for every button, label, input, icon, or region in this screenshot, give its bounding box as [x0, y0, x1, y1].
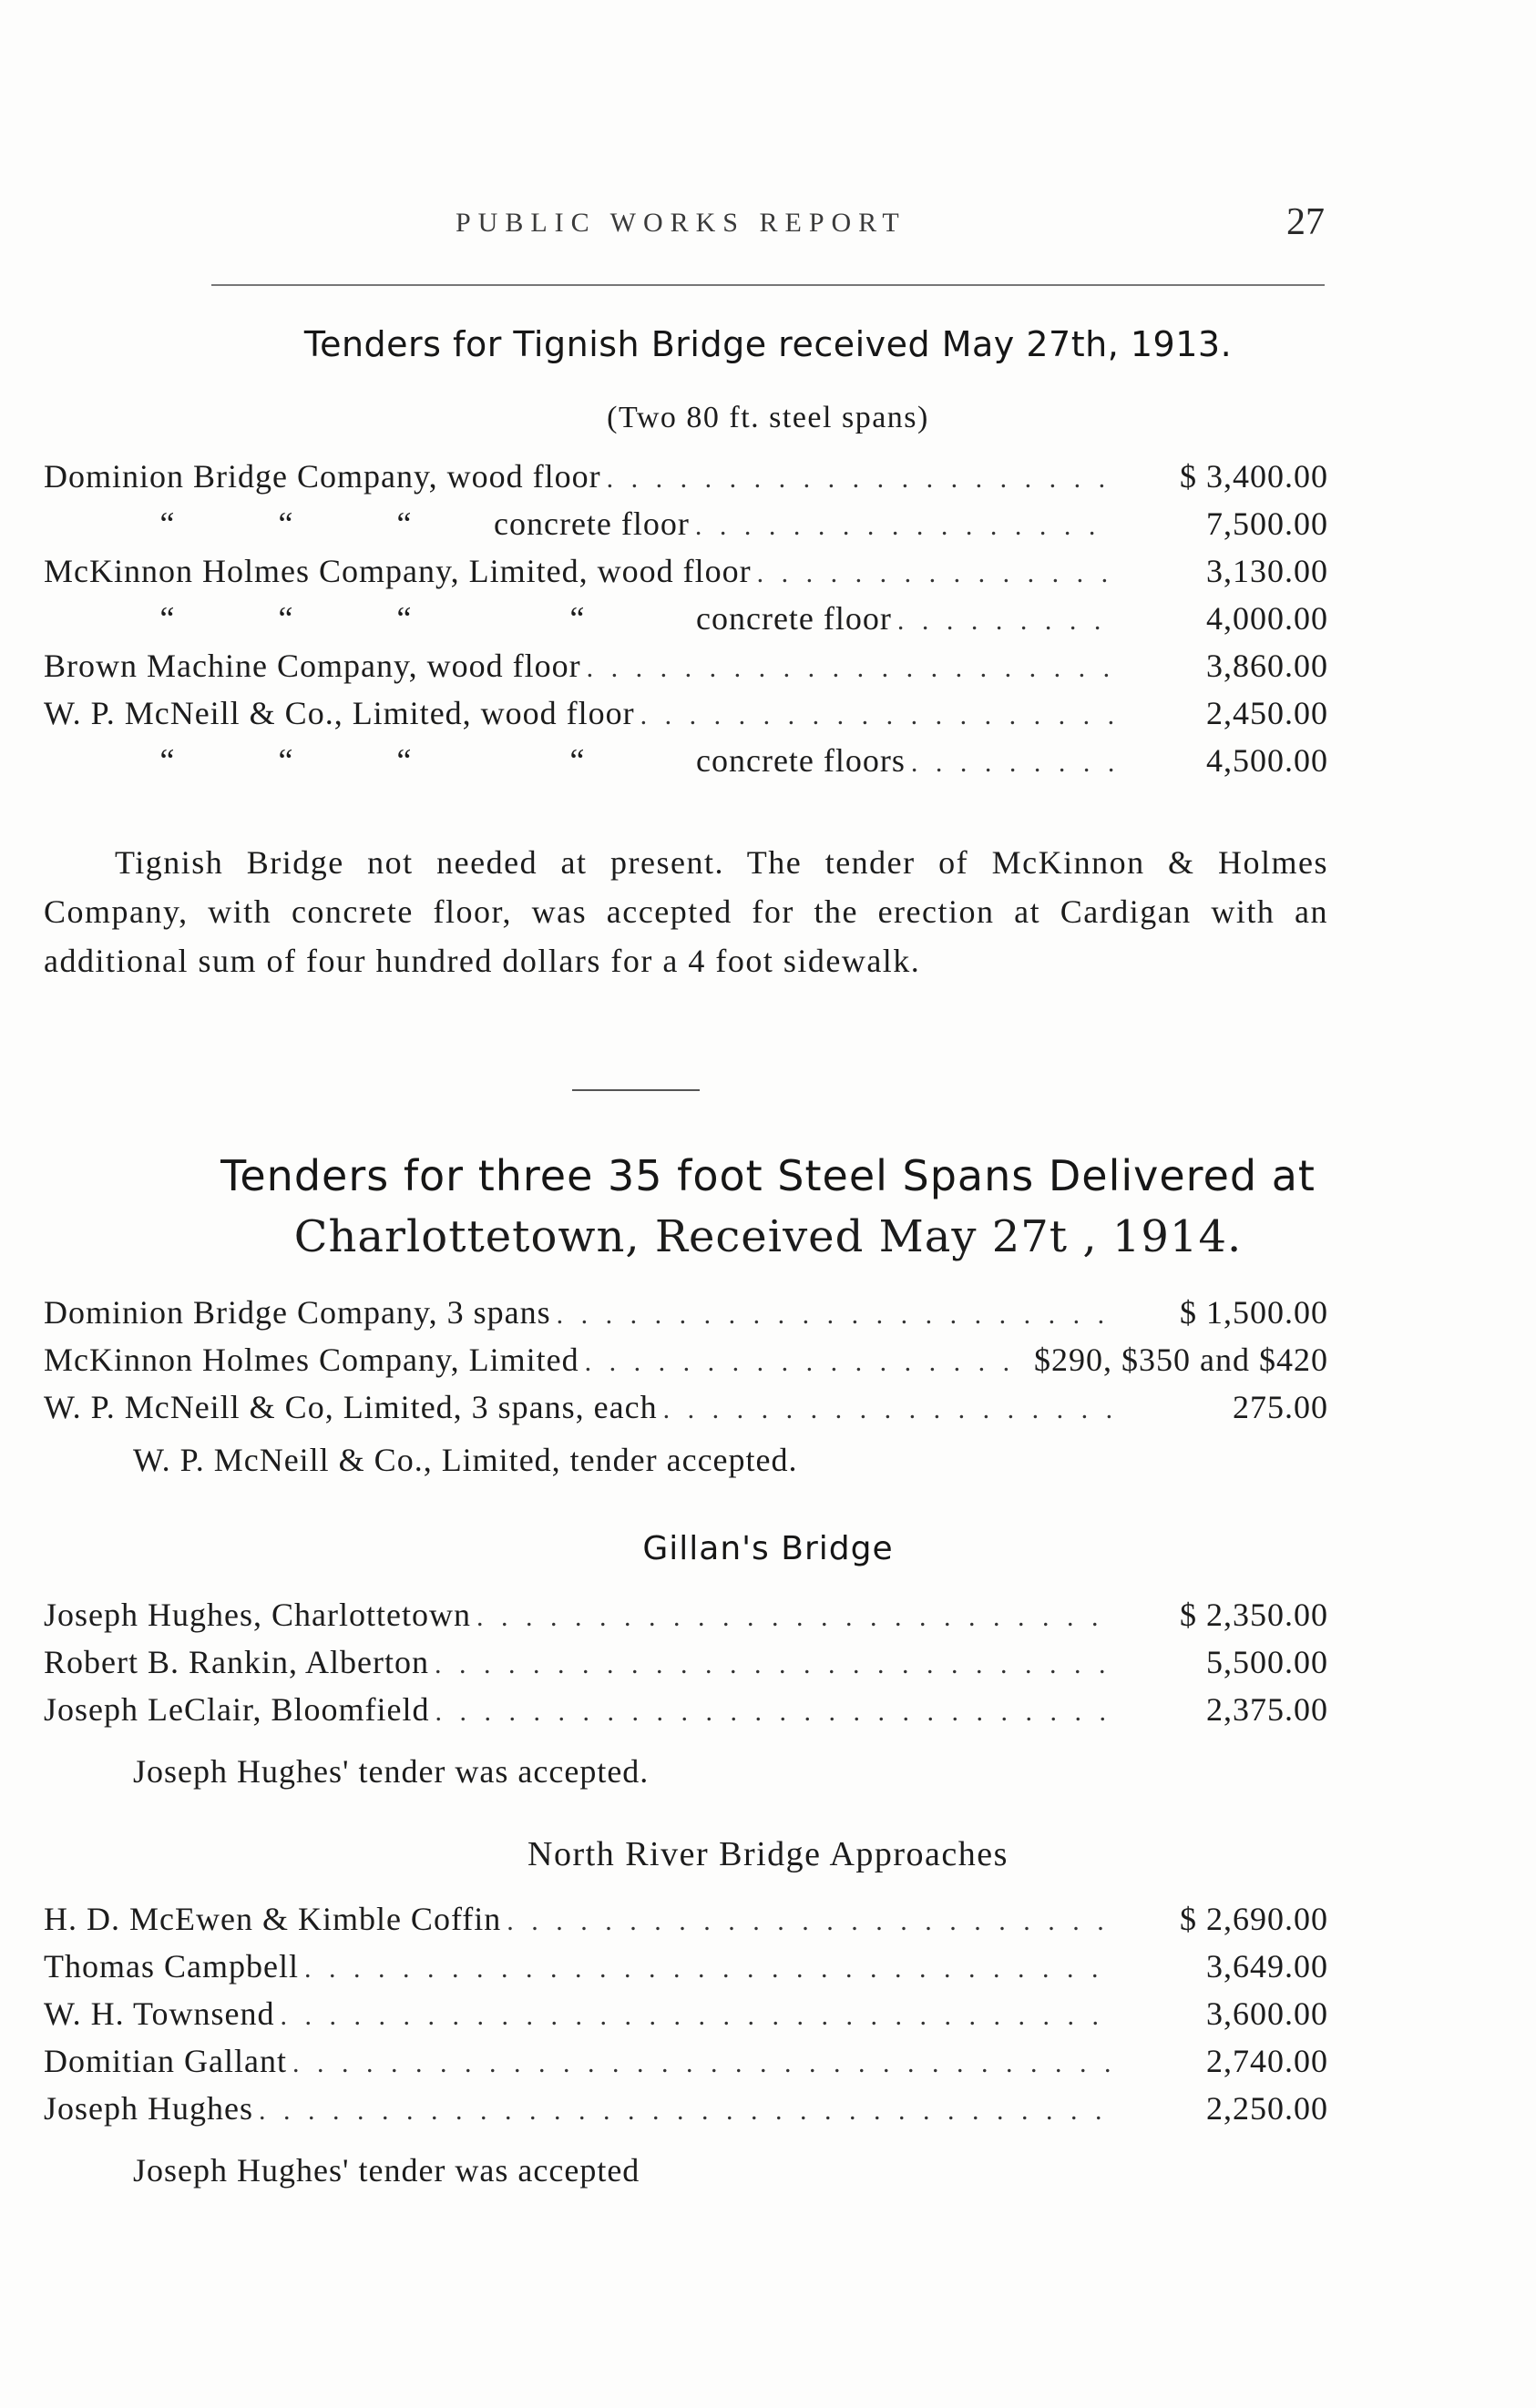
leader-dots: [587, 653, 1113, 684]
leader-dots: [507, 1906, 1113, 1937]
leader-dots: [304, 1954, 1113, 1985]
tender-name-ditto: [44, 599, 892, 638]
tender-name: Dominion Bridge Company, wood floor: [44, 458, 601, 495]
leader-dots: [897, 606, 1113, 637]
steel-spans-tender-list: [44, 1293, 1328, 1435]
tender-name: Joseph Hughes: [44, 2090, 253, 2127]
tender-row: [44, 1643, 1328, 1690]
leader-dots: [435, 1697, 1114, 1728]
tender-name: W. H. Townsend: [44, 1995, 275, 2032]
paragraph-text: Tignish Bridge not needed at present. The tender of McKinnon & Holmes Company, with concrete floor, was accepted for the erection at Cardigan with an additional sum of four hundred dollars for a 4 foot sidewalk.: [44, 844, 1328, 979]
tender-row: [44, 1900, 1328, 1947]
tignish-paragraph: [44, 838, 1328, 985]
leader-dots: [259, 2096, 1113, 2127]
ditto-mark: “: [159, 742, 176, 779]
steel-spans-heading-line2: Charlottetown, Received May 27t , 1914.: [293, 1211, 1243, 1262]
leader-dots: [292, 2048, 1113, 2079]
running-head-title: PUBLIC WORKS REPORT: [456, 208, 906, 238]
ditto-mark: “: [396, 505, 413, 542]
running-head: [0, 201, 1536, 253]
tender-row: [44, 2042, 1328, 2089]
tender-amount: 2,250.00: [1206, 2090, 1328, 2127]
ditto-mark: “: [569, 600, 586, 637]
tender-name: Thomas Campbell: [44, 1948, 299, 1985]
tender-name: concrete floors: [696, 742, 906, 779]
tender-amount: 3,130.00: [1206, 553, 1328, 589]
page-number: 27: [1286, 201, 1325, 243]
tender-amount: 2,740.00: [1206, 2043, 1328, 2079]
tender-row: [44, 647, 1328, 694]
leader-dots: [640, 700, 1113, 731]
leader-dots: [757, 558, 1113, 589]
leader-dots: [695, 511, 1113, 542]
leader-dots: [476, 1602, 1113, 1633]
leader-dots: [663, 1394, 1113, 1425]
ditto-mark: “: [159, 600, 176, 637]
ditto-mark: “: [159, 505, 176, 542]
tender-amount: 275.00: [1233, 1389, 1328, 1425]
steel-spans-note: W. P. McNeill & Co., Limited, tender accepted.: [133, 1442, 798, 1478]
tender-name: Brown Machine Company, wood floor: [44, 648, 581, 684]
ditto-mark: “: [396, 742, 413, 779]
tender-name: Joseph Hughes, Charlottetown: [44, 1597, 471, 1633]
tender-row: [44, 1341, 1328, 1388]
tender-row: [44, 457, 1328, 505]
tender-amount: $290, $350 and $420: [1034, 1342, 1328, 1378]
leader-dots: [557, 1300, 1113, 1331]
tender-amount: $ 2,350.00: [1180, 1597, 1328, 1633]
leader-dots: [280, 2001, 1113, 2032]
leader-dots: [607, 464, 1113, 495]
tender-amount: 3,860.00: [1206, 648, 1328, 684]
leader-dots: [911, 748, 1113, 779]
tender-name: Dominion Bridge Company, 3 spans: [44, 1294, 551, 1331]
tender-name: McKinnon Holmes Company, Limited: [44, 1342, 579, 1378]
ditto-mark: “: [569, 742, 586, 779]
steel-spans-heading-line1: Tenders for three 35 foot Steel Spans Delivered at: [220, 1151, 1316, 1200]
tender-name: concrete floor: [494, 505, 690, 542]
tender-row: [44, 1596, 1328, 1643]
tignish-tender-list: [44, 457, 1328, 789]
gillans-note: Joseph Hughes' tender was accepted.: [133, 1753, 650, 1790]
tender-name: Domitian Gallant: [44, 2043, 287, 2079]
leader-dots: [435, 1649, 1113, 1680]
gillans-tender-list: [44, 1596, 1328, 1738]
tender-row: [44, 2089, 1328, 2137]
tender-amount: 2,375.00: [1206, 1691, 1328, 1728]
tender-name: McKinnon Holmes Company, Limited, wood floor: [44, 553, 752, 589]
tender-amount: $ 2,690.00: [1180, 1901, 1328, 1937]
ditto-mark: “: [396, 600, 413, 637]
north-river-note: Joseph Hughes' tender was accepted: [133, 2152, 640, 2189]
ditto-mark: “: [278, 742, 294, 779]
tender-name: H. D. McEwen & Kimble Coffin: [44, 1901, 502, 1937]
tender-amount: 4,000.00: [1206, 600, 1328, 637]
ditto-mark: “: [278, 600, 294, 637]
north-river-heading: North River Bridge Approaches: [527, 1835, 1009, 1873]
north-river-tender-list: [44, 1900, 1328, 2137]
tender-amount: 3,649.00: [1206, 1948, 1328, 1985]
tender-name: Joseph LeClair, Bloomfield: [44, 1691, 430, 1728]
leader-dots: [585, 1347, 1029, 1378]
tender-row: [44, 552, 1328, 599]
ditto-mark: “: [278, 505, 294, 542]
tignish-heading: Tenders for Tignish Bridge received May 27th, 1913.: [303, 324, 1233, 364]
tender-amount: $ 3,400.00: [1180, 458, 1328, 495]
tender-name: Robert B. Rankin, Alberton: [44, 1644, 429, 1680]
section-divider: [572, 1089, 700, 1091]
tender-name: concrete floor: [696, 600, 892, 637]
tender-name-ditto: [44, 505, 690, 543]
tender-name: W. P. McNeill & Co., Limited, wood floor: [44, 695, 635, 731]
tender-row: [44, 1293, 1328, 1341]
tender-row: [44, 1947, 1328, 1995]
tender-row: [44, 1690, 1328, 1738]
tender-amount: 5,500.00: [1206, 1644, 1328, 1680]
tender-row: [44, 1995, 1328, 2042]
tender-amount: 7,500.00: [1206, 505, 1328, 542]
tender-amount: $ 1,500.00: [1180, 1294, 1328, 1331]
tender-row: [44, 1388, 1328, 1435]
tender-row: [44, 694, 1328, 741]
tignish-subheading: (Two 80 ft. steel spans): [607, 401, 929, 434]
tender-name-ditto: [44, 741, 906, 780]
tender-row: [44, 599, 1328, 647]
tender-amount: 4,500.00: [1206, 742, 1328, 779]
gillans-heading: Gillan's Bridge: [642, 1530, 894, 1567]
tender-name: W. P. McNeill & Co, Limited, 3 spans, each: [44, 1389, 658, 1425]
tender-amount: 2,450.00: [1206, 695, 1328, 731]
tender-row: [44, 505, 1328, 552]
tender-row: [44, 741, 1328, 789]
header-rule: [211, 284, 1325, 286]
tender-amount: 3,600.00: [1206, 1995, 1328, 2032]
